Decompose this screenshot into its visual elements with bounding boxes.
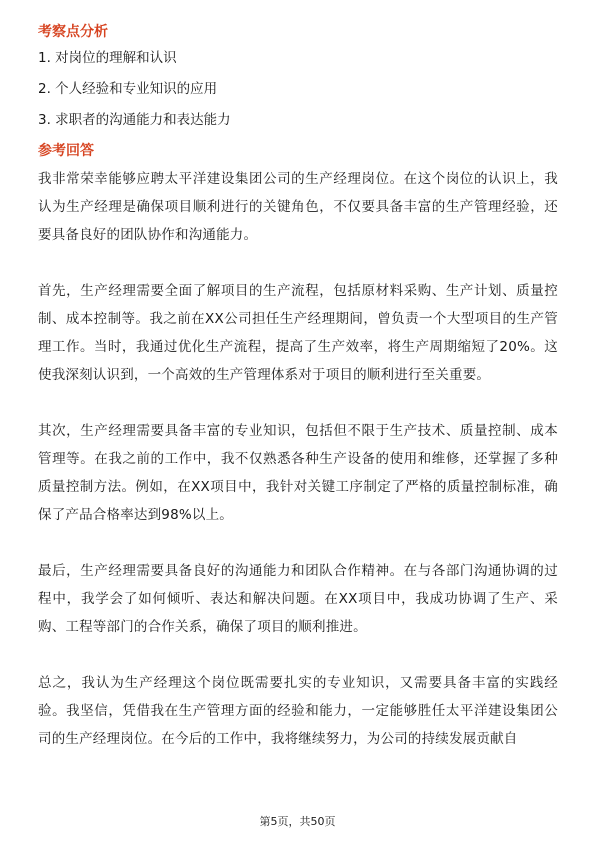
- analysis-point-list: [38, 48, 558, 130]
- answer-heading: 参考回答: [38, 143, 94, 159]
- analysis-point: 1. 对岗位的理解和认识: [38, 50, 177, 66]
- page-content: [38, 22, 558, 753]
- answer-paragraph: 我非常荣幸能够应聘太平洋建设集团公司的生产经理岗位。在这个岗位的认识上，我认为生产经理是确保项目顺利进行的关键角色，不仅要具备丰富的生产管理经验，还要具备良好的团队协作和沟通能力。: [38, 171, 558, 243]
- answer-body: [38, 165, 558, 753]
- analysis-heading: 考察点分析: [38, 24, 108, 40]
- answer-paragraph: 总之，我认为生产经理这个岗位既需要扎实的专业知识，又需要具备丰富的实践经验。我坚信，凭借我在生产管理方面的经验和能力，一定能够胜任太平洋建设集团公司的生产经理岗位。在今后的工作中，我将继续努力，为公司的持续发展贡献自: [38, 675, 558, 747]
- page-number: 第5页，共50页: [259, 815, 336, 828]
- answer-paragraph: 首先，生产经理需要全面了解项目的生产流程，包括原材料采购、生产计划、质量控制、成本控制等。我之前在XX公司担任生产经理期间，曾负责一个大型项目的生产管理工作。当时，我通过优化生产流程，提高了生产效率，将生产周期缩短了20%。这使我深刻认识到，一个高效的生产管理体系对于项目的顺利进行至关重要。: [38, 283, 558, 383]
- answer-paragraph: 最后，生产经理需要具备良好的沟通能力和团队合作精神。在与各部门沟通协调的过程中，我学会了如何倾听、表达和解决问题。在XX项目中，我成功协调了生产、采购、工程等部门的合作关系，确保了项目的顺利推进。: [38, 563, 558, 635]
- analysis-point: 3. 求职者的沟通能力和表达能力: [38, 112, 231, 128]
- answer-paragraph: 其次，生产经理需要具备丰富的专业知识，包括但不限于生产技术、质量控制、成本管理等。在我之前的工作中，我不仅熟悉各种生产设备的使用和维修，还掌握了多种质量控制方法。例如，在XX项目中，我针对关键工序制定了严格的质量控制标准，确保了产品合格率达到98%以上。: [38, 423, 558, 523]
- analysis-point: 2. 个人经验和专业知识的应用: [38, 81, 218, 97]
